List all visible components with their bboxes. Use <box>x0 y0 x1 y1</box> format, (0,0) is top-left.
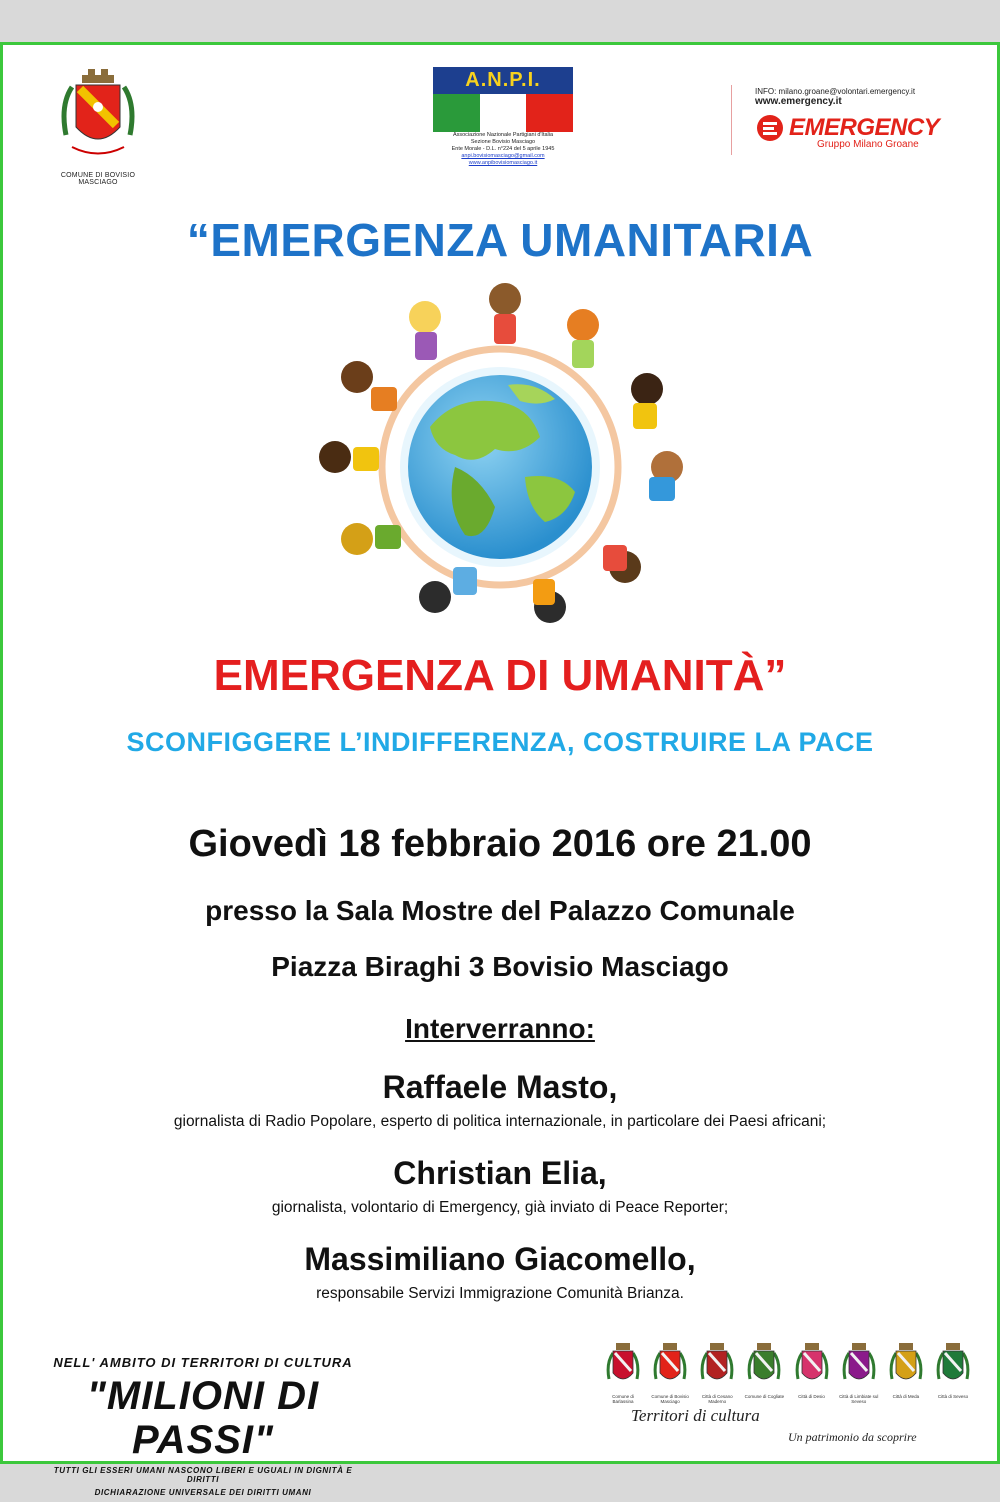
location-line-1: presso la Sala Mostre del Palazzo Comunale <box>205 895 795 926</box>
anpi-email-link[interactable]: anpi.bovisiomasciago@gmail.com <box>461 153 545 159</box>
crest-caption: Città di Meda <box>892 1394 920 1399</box>
crest-caption: Città di Limbiate sul Seveso <box>839 1394 879 1404</box>
anpi-flag-icon <box>433 94 573 132</box>
title-top: “EMERGENZA UMANITARIA <box>186 214 814 266</box>
motto-line-1: TUTTI GLI ESSERI UMANI NASCONO LIBERI E UGUALI IN DIGNITÀ E DIRITTI <box>53 1466 353 1484</box>
speaker-name: Massimiliano Giacomello, <box>304 1241 696 1277</box>
crest-icon <box>652 1341 688 1389</box>
crest-caption: Comune di Bovisio Masciago <box>651 1394 689 1404</box>
anpi-name: A.N.P.I. <box>433 67 573 94</box>
crest-item <box>839 1341 879 1404</box>
emergency-info: INFO: milano.groane@volontari.emergency.it <box>755 87 916 96</box>
crest-item <box>744 1341 784 1404</box>
anpi-line3: Ente Morale - D.L. n°224 del 5 aprile 1945 <box>451 146 555 152</box>
speaker-name: Raffaele Masto, <box>382 1069 618 1105</box>
poster <box>0 42 1000 1497</box>
location-line-2: Piazza Biraghi 3 Bovisio Masciago <box>271 951 729 982</box>
anpi-logo <box>433 67 573 167</box>
event-date: Giovedì 18 febbraio 2016 ore 21.00 <box>188 823 812 865</box>
crest-caption: Comune di Barlassina <box>612 1394 634 1404</box>
crest-caption: Comune di Cogliate <box>744 1394 785 1399</box>
anpi-line2: Sezione Bovisio Masciago <box>470 139 536 145</box>
children-globe-illustration <box>305 277 695 637</box>
divider <box>731 85 732 155</box>
emergency-brand: EMERGENCY <box>789 114 940 141</box>
comune-caption: COMUNE DI BOVISIO MASCIAGO <box>60 172 136 186</box>
title-bottom: EMERGENZA DI UMANITÀ” <box>213 651 787 700</box>
crest-item <box>933 1341 973 1404</box>
crest-icon <box>746 1341 782 1389</box>
crest-caption: Città di Seveso <box>937 1394 969 1399</box>
speaker-desc: giornalista di Radio Popolare, esperto di politica internazionale, in particolare dei Paesi africani; <box>173 1113 827 1130</box>
crest-item <box>650 1341 690 1404</box>
speaker-desc: giornalista, volontario di Emergency, già inviato di Peace Reporter; <box>271 1199 729 1216</box>
speaker-desc: responsabile Servizi Immigrazione Comunità Brianza. <box>316 1285 684 1302</box>
comune-logo <box>43 65 153 186</box>
crest-icon <box>794 1341 830 1389</box>
crest-item <box>886 1341 926 1404</box>
ambito-text: NELL' AMBITO DI TERRITORI DI CULTURA <box>53 1355 353 1370</box>
crest-item <box>792 1341 832 1404</box>
crest-icon <box>605 1341 641 1389</box>
crest-caption: Città di Cesano Maderno <box>701 1394 733 1404</box>
crest-caption: Città di Desio <box>798 1394 825 1399</box>
motto-line-2: DICHIARAZIONE UNIVERSALE DEI DIRITTI UMANI <box>94 1488 312 1497</box>
subtitle: SCONFIGGERE L’INDIFFERENZA, COSTRUIRE LA PACE <box>126 727 874 757</box>
territori-text: Territori di cultura <box>631 1406 760 1425</box>
milioni-di-passi-logo <box>43 1355 363 1497</box>
crest-icon <box>841 1341 877 1389</box>
crest-icon <box>935 1341 971 1389</box>
crest-icon <box>699 1341 735 1389</box>
emergency-logo <box>755 87 965 150</box>
emergency-web[interactable]: www.emergency.it <box>755 96 842 107</box>
emergency-e-icon <box>755 113 785 143</box>
anpi-web-link[interactable]: www.anpibovisiomasciago.it <box>468 160 538 166</box>
anpi-line1: Associazione Nazionale Partigiani d'Italia <box>452 132 554 138</box>
territori-crests <box>603 1341 973 1445</box>
speakers-heading: Interverranno: <box>405 1013 595 1044</box>
crest-item <box>603 1341 643 1404</box>
comune-crest-icon <box>58 65 138 165</box>
speaker-name: Christian Elia, <box>393 1155 607 1191</box>
patrimonio-text: Un patrimonio da scoprire <box>788 1430 917 1444</box>
crest-item <box>697 1341 737 1404</box>
emergency-group: Gruppo Milano Groane <box>817 139 919 150</box>
crest-icon <box>888 1341 924 1389</box>
milioni-title: "MILIONI DI PASSI" <box>86 1374 320 1462</box>
